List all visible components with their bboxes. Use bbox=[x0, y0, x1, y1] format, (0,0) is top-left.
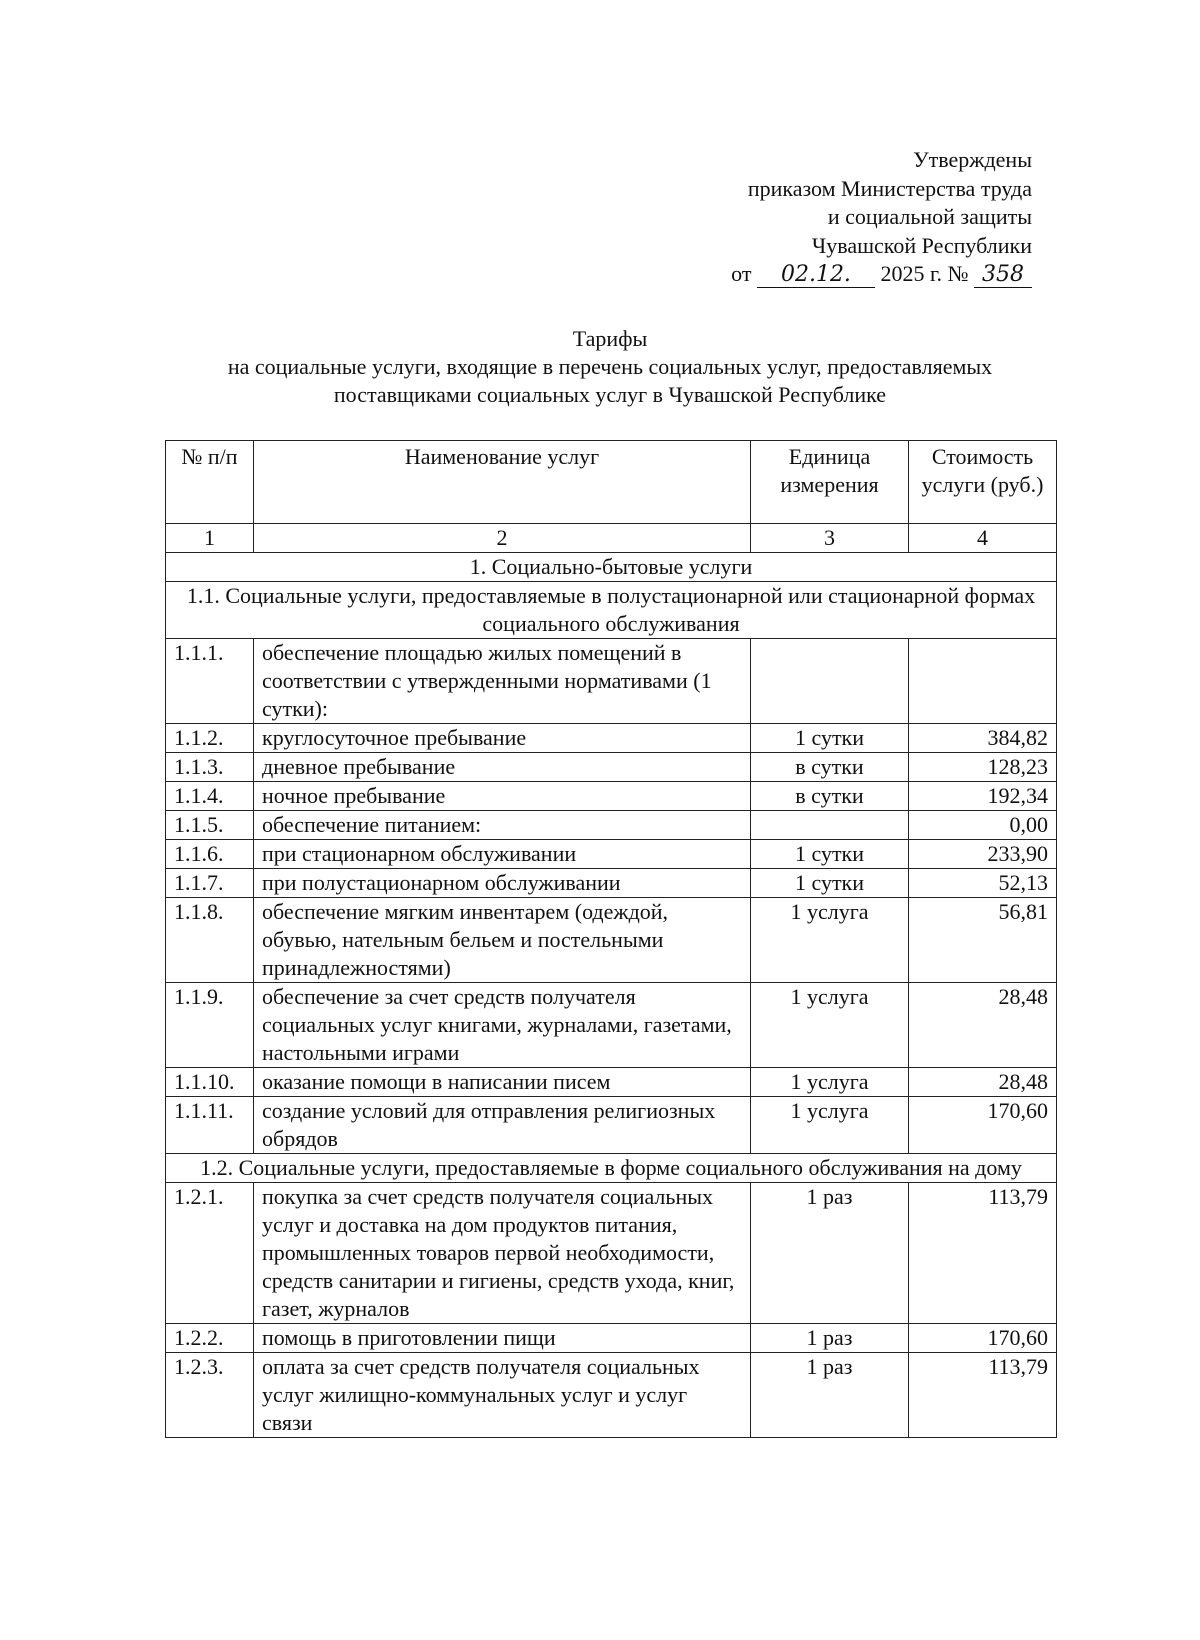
table-cell: 1 раз bbox=[751, 1324, 909, 1353]
table-row bbox=[166, 811, 1057, 840]
table-cell: 1 раз bbox=[751, 1353, 909, 1438]
table-cell: 1 услуга bbox=[751, 1097, 909, 1154]
table-cell bbox=[909, 639, 1057, 724]
table-cell: 1.2.3. bbox=[166, 1353, 254, 1438]
from-label: от bbox=[731, 261, 752, 286]
subsection-row bbox=[166, 1154, 1057, 1183]
table-cell: 1.2.2. bbox=[166, 1324, 254, 1353]
table-cell: 52,13 bbox=[909, 869, 1057, 898]
approval-line: Чувашской Республики bbox=[811, 232, 1032, 258]
table-cell: 56,81 bbox=[909, 898, 1057, 983]
table-cell: 1 сутки bbox=[751, 724, 909, 753]
table-row bbox=[166, 639, 1057, 724]
table-row bbox=[166, 724, 1057, 753]
table-cell: Единица измерения bbox=[751, 441, 909, 524]
table-cell: 1.1. Социальные услуги, предоставляемые в полустационарной или стационарной формах социального обслуживания bbox=[166, 582, 1057, 639]
table-cell: 170,60 bbox=[909, 1097, 1057, 1154]
table-row bbox=[166, 1097, 1057, 1154]
table-cell bbox=[751, 811, 909, 840]
table-cell: 233,90 bbox=[909, 840, 1057, 869]
table-cell: при стационарном обслуживании bbox=[254, 840, 751, 869]
section-row bbox=[166, 553, 1057, 582]
handwritten-date: 02.12. bbox=[757, 263, 875, 288]
table-cell bbox=[751, 639, 909, 724]
document-title bbox=[165, 325, 1055, 409]
table-cell: покупка за счет средств получателя социальных услуг и доставка на дом продуктов питания, промышленных товаров первой необходимости, средств санитарии и гигиены, средств ухода, книг, газет, журналов bbox=[254, 1183, 751, 1324]
table-cell: 1.2. Социальные услуги, предоставляемые в форме социального обслуживания на дому bbox=[166, 1154, 1057, 1183]
table-row bbox=[166, 782, 1057, 811]
table-cell: 113,79 bbox=[909, 1183, 1057, 1324]
table-cell: в сутки bbox=[751, 782, 909, 811]
table-cell: 170,60 bbox=[909, 1324, 1057, 1353]
table-cell: 1.1.8. bbox=[166, 898, 254, 983]
table-cell: в сутки bbox=[751, 753, 909, 782]
column-number-row bbox=[166, 524, 1057, 553]
approval-date-line bbox=[731, 260, 1032, 289]
table-cell: 28,48 bbox=[909, 1068, 1057, 1097]
approval-block bbox=[731, 146, 1032, 289]
table-cell: 0,00 bbox=[909, 811, 1057, 840]
table-cell: оплата за счет средств получателя социальных услуг жилищно-коммунальных услуг и услуг связи bbox=[254, 1353, 751, 1438]
table-cell: 192,34 bbox=[909, 782, 1057, 811]
table-row bbox=[166, 1353, 1057, 1438]
table-row bbox=[166, 753, 1057, 782]
table-row bbox=[166, 840, 1057, 869]
table-cell: 1 услуга bbox=[751, 1068, 909, 1097]
subsection-row bbox=[166, 582, 1057, 639]
table-cell: при полустационарном обслуживании bbox=[254, 869, 751, 898]
table-cell: 1.1.3. bbox=[166, 753, 254, 782]
table-cell: Наименование услуг bbox=[254, 441, 751, 524]
table-cell: ночное пребывание bbox=[254, 782, 751, 811]
title-line: на социальные услуги, входящие в перечень социальных услуг, предоставляемых bbox=[227, 354, 993, 379]
table-cell: 1 сутки bbox=[751, 869, 909, 898]
table-cell: круглосуточное пребывание bbox=[254, 724, 751, 753]
table-cell: оказание помощи в написании писем bbox=[254, 1068, 751, 1097]
table-cell: 1.1.4. bbox=[166, 782, 254, 811]
table-cell: 1.1.5. bbox=[166, 811, 254, 840]
title-line: Тарифы bbox=[572, 326, 648, 351]
table-cell: обеспечение за счет средств получателя социальных услуг книгами, журналами, газетами, настольными играми bbox=[254, 983, 751, 1068]
table-cell: 1.1.1. bbox=[166, 639, 254, 724]
table-cell: 1.1.11. bbox=[166, 1097, 254, 1154]
header-row bbox=[166, 441, 1057, 524]
table-row bbox=[166, 983, 1057, 1068]
table-cell: 1 bbox=[166, 524, 254, 553]
table-cell: создание условий для отправления религиозных обрядов bbox=[254, 1097, 751, 1154]
table-row bbox=[166, 1068, 1057, 1097]
table-cell: № п/п bbox=[166, 441, 254, 524]
table-cell: дневное пребывание bbox=[254, 753, 751, 782]
table-cell: 1 сутки bbox=[751, 840, 909, 869]
approval-line: и социальной защиты bbox=[827, 204, 1032, 229]
table-cell: 1.1.2. bbox=[166, 724, 254, 753]
table-cell: 1.1.9. bbox=[166, 983, 254, 1068]
approval-line: приказом Министерства труда bbox=[747, 175, 1032, 201]
table-cell: помощь в приготовлении пищи bbox=[254, 1324, 751, 1353]
table-cell: 28,48 bbox=[909, 983, 1057, 1068]
table-cell: 3 bbox=[751, 524, 909, 553]
title-line: поставщиками социальных услуг в Чувашской Республике bbox=[333, 382, 887, 407]
table-row bbox=[166, 869, 1057, 898]
approval-line: Утверждены bbox=[913, 147, 1032, 172]
handwritten-number: 358 bbox=[974, 263, 1032, 288]
table-cell: 113,79 bbox=[909, 1353, 1057, 1438]
year-label: 2025 г. № bbox=[880, 261, 969, 286]
table-row bbox=[166, 1183, 1057, 1324]
table-cell: 384,82 bbox=[909, 724, 1057, 753]
table-cell: 1. Социально-бытовые услуги bbox=[166, 553, 1057, 582]
table-cell: 1.1.6. bbox=[166, 840, 254, 869]
table-cell: обеспечение питанием: bbox=[254, 811, 751, 840]
table-cell: 128,23 bbox=[909, 753, 1057, 782]
table-cell: 1.1.7. bbox=[166, 869, 254, 898]
table-cell: 1 услуга bbox=[751, 983, 909, 1068]
table-cell: 1 услуга bbox=[751, 898, 909, 983]
table-cell: 4 bbox=[909, 524, 1057, 553]
tariff-table bbox=[165, 440, 1057, 1438]
table-row bbox=[166, 1324, 1057, 1353]
table-cell: 1.1.10. bbox=[166, 1068, 254, 1097]
table-cell: обеспечение мягким инвентарем (одеждой, обувью, нательным бельем и постельными принадлежностями) bbox=[254, 898, 751, 983]
table-cell: 2 bbox=[254, 524, 751, 553]
table-cell: 1 раз bbox=[751, 1183, 909, 1324]
table-cell: 1.2.1. bbox=[166, 1183, 254, 1324]
table-cell: обеспечение площадью жилых помещений в соответствии с утвержденными нормативами (1 сутки): bbox=[254, 639, 751, 724]
table-row bbox=[166, 898, 1057, 983]
table-cell: Стоимость услуги (руб.) bbox=[909, 441, 1057, 524]
